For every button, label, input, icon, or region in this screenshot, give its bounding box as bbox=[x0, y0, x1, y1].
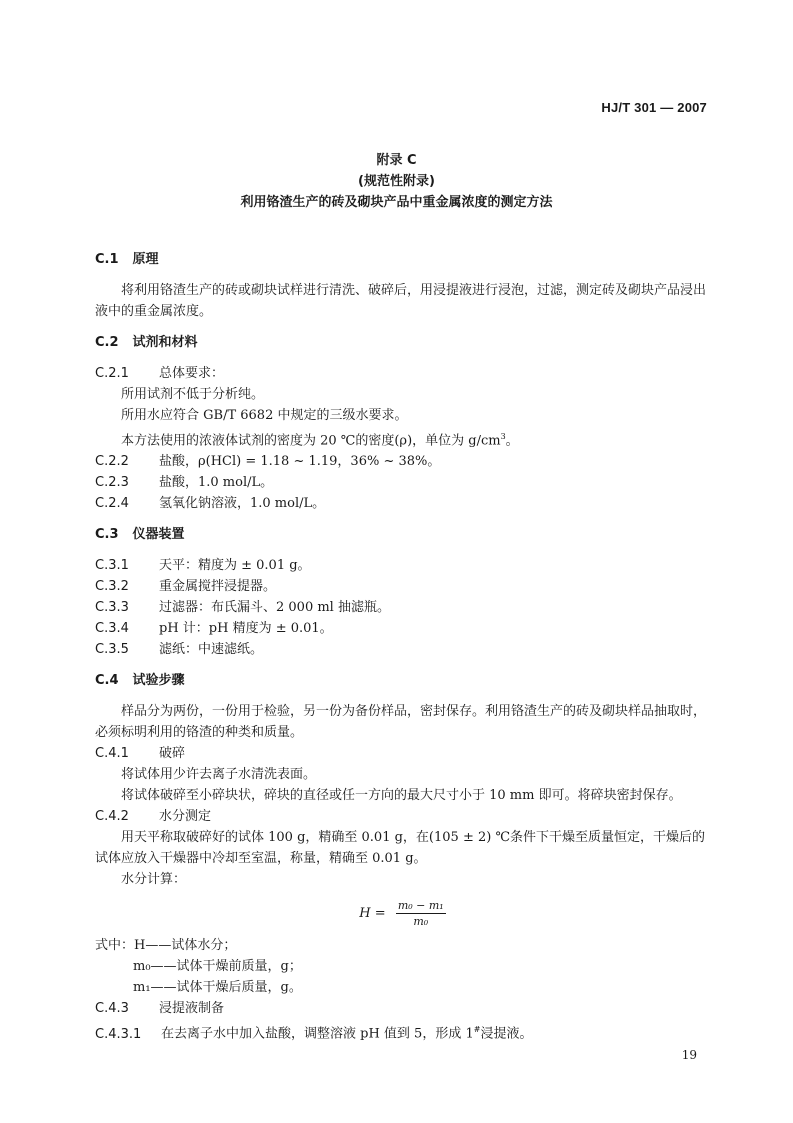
standard-id: HJ/T 301 — 2007 bbox=[601, 100, 707, 115]
c41-line-2: 将试体破碎至小碎块状，碎块的直径或任一方向的最大尺寸小于 10 mm 即可。将碎块密封保存。 bbox=[121, 788, 682, 804]
formula-legend-h: 式中：H——试体水分； bbox=[95, 938, 237, 954]
formula-legend-m1: m₁——试体干燥后质量，g。 bbox=[133, 980, 302, 996]
clause-c24 bbox=[95, 493, 710, 514]
section-heading-c3 bbox=[95, 524, 710, 545]
clause-code: C.2.2 bbox=[95, 454, 129, 470]
section-title: 试验步骤 bbox=[132, 673, 185, 689]
clause-code: C.2.4 bbox=[95, 496, 129, 512]
clause-text: 总体要求： bbox=[159, 366, 225, 381]
section-number: C.3 bbox=[95, 527, 119, 543]
section-title: 仪器装置 bbox=[132, 527, 185, 543]
c42-calc-label: 水分计算： bbox=[121, 872, 187, 888]
density-text: 本方法使用的浓液体试剂的密度为 20 ℃的密度(ρ)，单位为 g/cm bbox=[121, 433, 501, 449]
clause-code: C.4.3.1 bbox=[95, 1026, 142, 1042]
appendix-type: (规范性附录) bbox=[358, 174, 435, 189]
clause-code: C.4.3 bbox=[95, 1001, 129, 1017]
section-number: C.1 bbox=[95, 252, 119, 267]
c41-line-1: 将试体用少许去离子水清洗表面。 bbox=[121, 767, 317, 783]
clause-text: pH 计：pH 精度为 ± 0.01。 bbox=[159, 621, 333, 637]
formula-legend-m0: m₀——试体干燥前质量，g； bbox=[133, 959, 302, 975]
page-number: 19 bbox=[681, 1048, 697, 1062]
clause-text: 重金属搅拌浸提器。 bbox=[159, 579, 277, 595]
clause-text: 破碎 bbox=[159, 746, 186, 762]
superscript: # bbox=[473, 1025, 481, 1035]
clause-text: 盐酸，1.0 mol/L。 bbox=[159, 475, 274, 491]
clause-text: 在去离子水中加入盐酸，调整溶液 pH 值到 5，形成 1 bbox=[161, 1026, 474, 1042]
formula-fraction bbox=[396, 898, 446, 929]
clause-c43 bbox=[95, 998, 710, 1019]
section-number: C.2 bbox=[95, 335, 119, 350]
section-title: 试剂和材料 bbox=[132, 335, 198, 350]
superscript: 3 bbox=[500, 432, 506, 441]
clause-c42 bbox=[95, 806, 710, 827]
clause-text: 天平：精度为 ± 0.01 g。 bbox=[159, 558, 311, 574]
appendix-title: 利用铬渣生产的砖及砌块产品中重金属浓度的测定方法 bbox=[240, 195, 553, 210]
formula-denominator: m₀ bbox=[413, 915, 429, 929]
section-heading-c4 bbox=[95, 670, 710, 691]
section-number: C.4 bbox=[95, 673, 119, 689]
clause-code: C.4.1 bbox=[95, 746, 129, 762]
clause-c31 bbox=[95, 555, 710, 576]
clause-code: C.3.1 bbox=[95, 558, 129, 574]
clause-c22 bbox=[95, 451, 710, 472]
section-heading-c2 bbox=[95, 332, 710, 353]
clause-code: C.3.2 bbox=[95, 579, 129, 595]
moisture-formula bbox=[95, 898, 710, 929]
clause-text: 过滤器：布氏漏斗、2 000 ml 抽滤瓶。 bbox=[159, 600, 390, 616]
clause-code: C.2.1 bbox=[95, 366, 129, 381]
clause-code: C.3.3 bbox=[95, 600, 129, 616]
clause-text: 浸提液制备 bbox=[159, 1001, 225, 1017]
clause-code: C.2.3 bbox=[95, 475, 129, 491]
section-heading-c1 bbox=[95, 249, 710, 270]
clause-code: C.3.4 bbox=[95, 621, 129, 637]
clause-c21 bbox=[95, 363, 710, 384]
section-title: 原理 bbox=[132, 252, 159, 267]
clause-code: C.3.5 bbox=[95, 642, 129, 658]
c21-line-2: 所用水应符合 GB/T 6682 中规定的三级水要求。 bbox=[121, 408, 408, 423]
appendix-label: 附录 C bbox=[376, 153, 417, 168]
clause-text: 盐酸，ρ(HCl) = 1.18 ~ 1.19，36% ~ 38%。 bbox=[159, 454, 441, 470]
clause-text: 氢氧化钠溶液，1.0 mol/L。 bbox=[159, 496, 326, 512]
clause-text-end: 浸提液。 bbox=[480, 1026, 533, 1042]
clause-c33 bbox=[95, 597, 710, 618]
clause-c34 bbox=[95, 618, 710, 639]
clause-c32 bbox=[95, 576, 710, 597]
clause-c431 bbox=[95, 1019, 710, 1044]
clause-c35 bbox=[95, 639, 710, 660]
c21-line-1: 所用试剂不低于分析纯。 bbox=[121, 387, 265, 402]
c4-intro: 样品分为两份，一份用于检验，另一份为备份样品，密封保存。利用铬渣生产的砖及砌块样品抽取时，必须标明利用的铬渣的种类和质量。 bbox=[95, 704, 707, 741]
appendix-heading bbox=[0, 150, 793, 213]
c1-paragraph: 将利用铬渣生产的砖或砌块试样进行清洗、破碎后，用浸提液进行浸泡，过滤，测定砖及砌块产品浸出液中的重金属浓度。 bbox=[95, 283, 707, 319]
document-body bbox=[95, 243, 710, 1045]
period: 。 bbox=[505, 433, 519, 449]
formula-lhs: H = bbox=[359, 906, 386, 922]
clause-text: 水分测定 bbox=[159, 809, 212, 825]
c42-paragraph: 用天平称取破碎好的试体 100 g，精确至 0.01 g，在(105 ± 2) ℃条件下干燥至质量恒定，干燥后的试体应放入干燥器中冷却至室温，称量，精确至 0.01 g。 bbox=[95, 830, 705, 867]
clause-text: 滤纸：中速滤纸。 bbox=[159, 642, 264, 658]
clause-code: C.4.2 bbox=[95, 809, 129, 825]
clause-c41 bbox=[95, 743, 710, 764]
clause-c23 bbox=[95, 472, 710, 493]
c21-line-3 bbox=[95, 426, 710, 451]
formula-numerator: m₀ − m₁ bbox=[397, 899, 444, 913]
